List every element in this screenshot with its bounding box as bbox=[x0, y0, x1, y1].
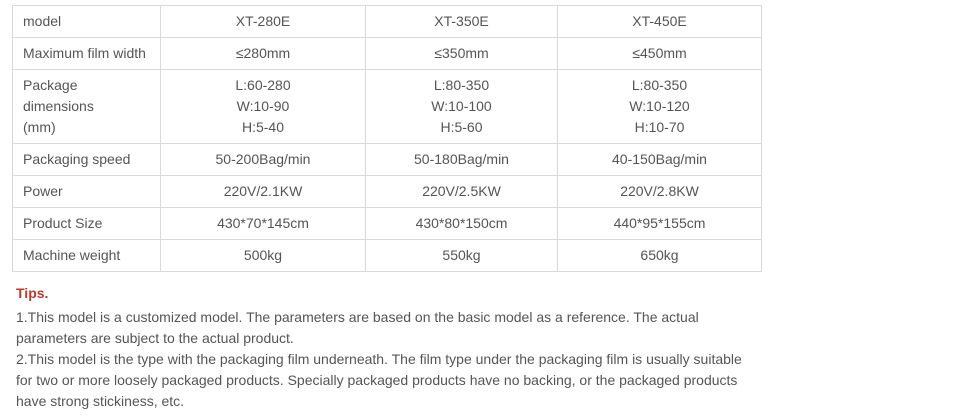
row-label-cell: Power bbox=[13, 176, 161, 208]
value-cell: 430*80*150cm bbox=[366, 208, 558, 240]
table-row bbox=[13, 240, 762, 272]
dimension-line: H:10-70 bbox=[634, 119, 685, 135]
value-cell: 50-200Bag/min bbox=[161, 144, 366, 176]
value-cell: 650kg bbox=[558, 240, 762, 272]
dimension-line: H:5-40 bbox=[241, 119, 285, 135]
value-cell: 220V/2.1KW bbox=[161, 176, 366, 208]
tips-title: Tips. bbox=[16, 285, 49, 301]
row-label-cell bbox=[13, 70, 161, 144]
tip-item: 2.This model is the type with the packaging film underneath. The film type under the packaging film is usually suitable for two or more loosely packaged products. Specially packaged products have no backing, or the packaged products have strong stickiness, etc. bbox=[16, 351, 742, 409]
value-cell: 430*70*145cm bbox=[161, 208, 366, 240]
row-label-line: (mm) bbox=[23, 119, 56, 135]
value-cell: 550kg bbox=[366, 240, 558, 272]
table-row bbox=[13, 70, 762, 144]
row-label-cell: Maximum film width bbox=[13, 38, 161, 70]
dimension-line: H:5-60 bbox=[440, 119, 483, 135]
dimension-line: L:80-350 bbox=[631, 77, 688, 93]
value-cell bbox=[366, 70, 558, 144]
value-cell: ≤450mm bbox=[558, 38, 762, 70]
model-header-cell: XT-350E bbox=[366, 6, 558, 38]
value-cell: ≤280mm bbox=[161, 38, 366, 70]
value-cell bbox=[558, 70, 762, 144]
table-row bbox=[13, 144, 762, 176]
value-cell: 440*95*155cm bbox=[558, 208, 762, 240]
value-cell: 500kg bbox=[161, 240, 366, 272]
model-header-cell: XT-450E bbox=[558, 6, 762, 38]
dimension-line: W:10-120 bbox=[629, 98, 690, 114]
value-cell: 40-150Bag/min bbox=[558, 144, 762, 176]
value-cell bbox=[161, 70, 366, 144]
spec-table bbox=[12, 5, 762, 272]
table-row bbox=[13, 176, 762, 208]
table-header-row bbox=[13, 6, 762, 38]
value-cell: ≤350mm bbox=[366, 38, 558, 70]
table-row bbox=[13, 38, 762, 70]
value-cell: 220V/2.5KW bbox=[366, 176, 558, 208]
header-label-cell: model bbox=[13, 6, 161, 38]
value-cell: 220V/2.8KW bbox=[558, 176, 762, 208]
row-label-line: Package bbox=[23, 77, 78, 93]
dimension-line: L:60-280 bbox=[235, 77, 291, 93]
value-cell: 50-180Bag/min bbox=[366, 144, 558, 176]
row-label-cell: Packaging speed bbox=[13, 144, 161, 176]
dimension-line: W:10-90 bbox=[236, 98, 290, 114]
tips-section bbox=[16, 284, 756, 412]
table-row bbox=[13, 208, 762, 240]
tip-item: 1.This model is a customized model. The parameters are based on the basic model as a reference. The actual parameters are subject to the actual product. bbox=[16, 309, 699, 346]
dimension-line: W:10-100 bbox=[431, 98, 492, 114]
row-label-cell: Machine weight bbox=[13, 240, 161, 272]
row-label-line: dimensions bbox=[23, 98, 94, 114]
model-header-cell: XT-280E bbox=[161, 6, 366, 38]
row-label-cell: Product Size bbox=[13, 208, 161, 240]
dimension-line: L:80-350 bbox=[433, 77, 490, 93]
